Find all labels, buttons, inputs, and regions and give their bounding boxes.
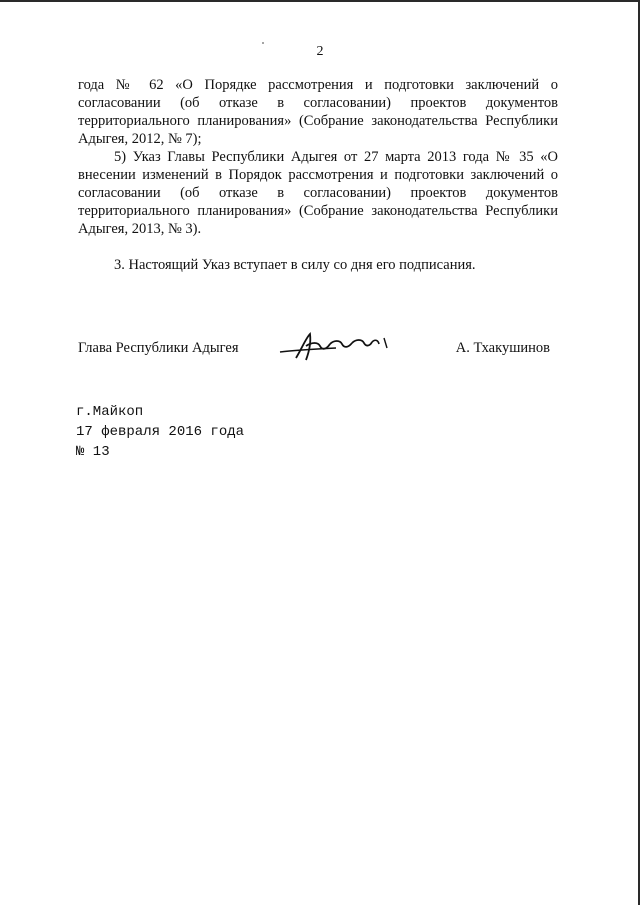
registration-stamp	[76, 402, 244, 462]
stamp-number: № 13	[76, 444, 110, 460]
document-body	[78, 76, 558, 274]
paragraph-item-3: 3. Настоящий Указ вступает в силу со дня его подписания.	[114, 257, 476, 273]
page-number: 2	[316, 44, 324, 59]
signatory-name: А. Тхакушинов	[455, 340, 550, 356]
stamp-city: г.Майкоп	[76, 404, 144, 420]
paragraph-item-5: 5) Указ Главы Республики Адыгея от 27 марта 2013 года № 35 «О внесении изменений в Порядок рассмотрения и подготовки заключений о согласовании (об отказе в согласовании) проектов документов территориального планирования» (Собрание законодательства Республики Адыгея, 2013, № 3).	[78, 149, 558, 237]
handwritten-signature	[276, 330, 396, 364]
signatory-title: Глава Республики Адыгея	[78, 340, 239, 356]
stamp-date: 17 февраля 2016 года	[76, 424, 245, 440]
paragraph-continuation: года № 62 «О Порядке рассмотрения и подготовки заключений о согласовании (об отказе в согласовании) проектов документов территориального планирования» (Собрание законодательства Республики Адыгея, 2012, № 7);	[78, 77, 558, 147]
signature-block	[78, 334, 558, 364]
